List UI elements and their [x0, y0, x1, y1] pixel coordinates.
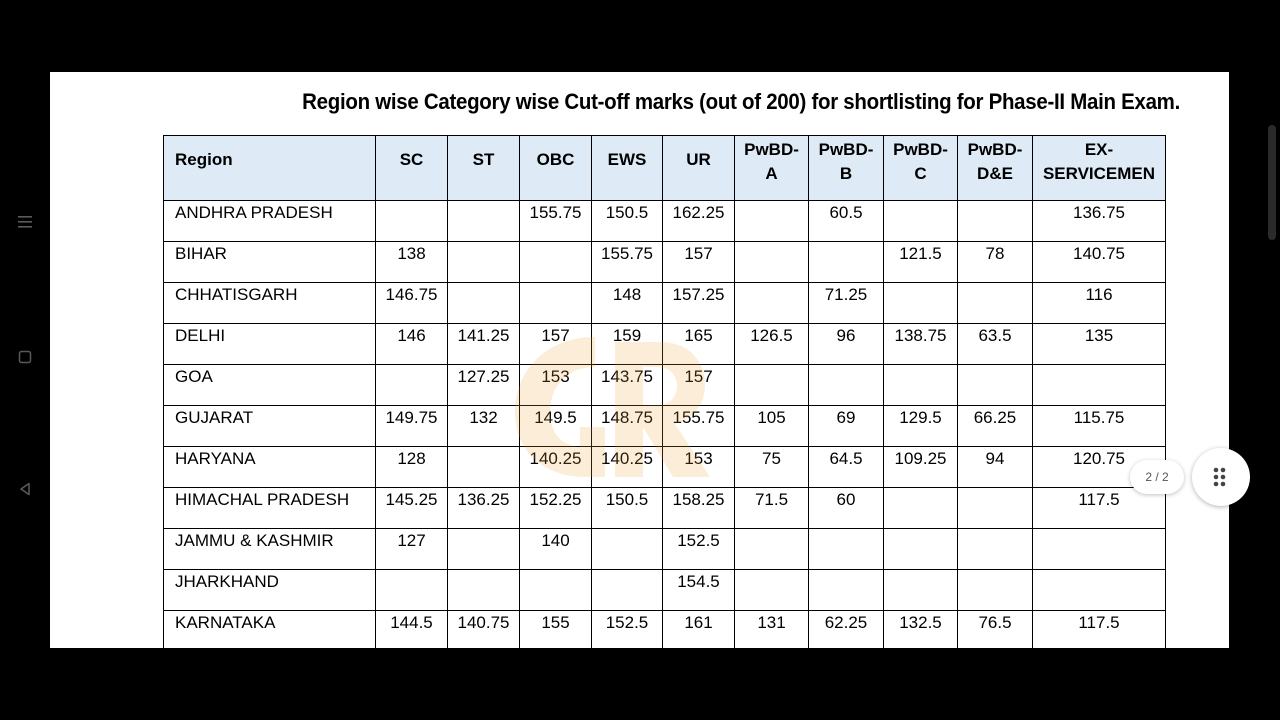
cutoff-cell: 76.5 — [958, 611, 1033, 649]
cutoff-table — [163, 135, 1166, 648]
cutoff-cell: 157 — [663, 242, 735, 283]
table-row — [164, 283, 1166, 324]
cutoff-cell: 127 — [376, 529, 448, 570]
back-triangle-icon[interactable] — [14, 481, 36, 503]
cutoff-cell: 64.5 — [809, 447, 884, 488]
cutoff-cell — [958, 488, 1033, 529]
menu-icon-glyph — [17, 215, 33, 229]
cutoff-cell: 140.25 — [520, 447, 592, 488]
cutoff-cell: 60.5 — [809, 201, 884, 242]
region-cell: BIHAR — [164, 242, 376, 283]
column-header-text: PwBD- — [967, 140, 1023, 159]
table-row — [164, 201, 1166, 242]
column-header-text: D&E — [977, 164, 1013, 183]
cutoff-cell — [884, 529, 958, 570]
column-header-text: SC — [399, 150, 424, 169]
cutoff-cell: 162.25 — [663, 201, 735, 242]
cutoff-cell — [448, 201, 520, 242]
cutoff-cell: 132 — [448, 406, 520, 447]
column-header-text: PwBD- — [744, 140, 799, 159]
column-header-text: A — [765, 164, 778, 183]
cutoff-cell: 116 — [1033, 283, 1166, 324]
cutoff-cell — [735, 283, 809, 324]
region-cell: JHARKHAND — [164, 570, 376, 611]
cutoff-cell: 115.75 — [1033, 406, 1166, 447]
grid-icon — [1192, 448, 1250, 506]
cutoff-cell: 128 — [376, 447, 448, 488]
table-row — [164, 242, 1166, 283]
cutoff-cell — [884, 201, 958, 242]
cutoff-cell: 148 — [592, 283, 663, 324]
cutoff-cell: 117.5 — [1033, 488, 1166, 529]
cutoff-cell — [884, 488, 958, 529]
cutoff-cell: 94 — [958, 447, 1033, 488]
table-row — [164, 406, 1166, 447]
table-row — [164, 488, 1166, 529]
cutoff-cell: 127.25 — [448, 365, 520, 406]
cutoff-cell: 152.5 — [592, 611, 663, 649]
cutoff-cell: 141.25 — [448, 324, 520, 365]
menu-icon[interactable] — [14, 214, 36, 236]
cutoff-cell: 155.75 — [520, 201, 592, 242]
cutoff-cell: 146.75 — [376, 283, 448, 324]
cutoff-cell — [735, 201, 809, 242]
column-header-st — [448, 136, 520, 201]
cutoff-cell — [520, 242, 592, 283]
cutoff-cell: 154.5 — [663, 570, 735, 611]
cutoff-cell: 117.5 — [1033, 611, 1166, 649]
table-row — [164, 447, 1166, 488]
cutoff-cell: 105 — [735, 406, 809, 447]
cutoff-cell: 140.75 — [1033, 242, 1166, 283]
cutoff-cell: 146 — [376, 324, 448, 365]
cutoff-cell: 155.75 — [592, 242, 663, 283]
cutoff-cell: 129.5 — [884, 406, 958, 447]
cutoff-cell: 150.5 — [592, 201, 663, 242]
grid-button[interactable] — [1192, 448, 1250, 506]
column-header-pwbd-de — [958, 136, 1033, 201]
cutoff-cell — [735, 242, 809, 283]
cutoff-cell: 149.5 — [520, 406, 592, 447]
cutoff-cell: 144.5 — [376, 611, 448, 649]
column-header-text: OBC — [536, 150, 575, 169]
cutoff-cell: 78 — [958, 242, 1033, 283]
column-header-text: EX- — [1084, 140, 1114, 159]
column-header-text: Region — [175, 150, 233, 169]
back-triangle-icon-glyph — [18, 482, 32, 496]
cutoff-cell: 152.25 — [520, 488, 592, 529]
cutoff-cell — [1033, 529, 1166, 570]
cutoff-cell: 157 — [663, 365, 735, 406]
column-header-region — [164, 136, 376, 201]
cutoff-cell: 136.75 — [1033, 201, 1166, 242]
cutoff-cell — [884, 365, 958, 406]
square-icon-glyph — [18, 350, 32, 364]
cutoff-cell — [735, 570, 809, 611]
cutoff-cell: 158.25 — [663, 488, 735, 529]
column-header-ex — [1033, 136, 1166, 201]
cutoff-cell: 143.75 — [592, 365, 663, 406]
column-header-ur — [663, 136, 735, 201]
cutoff-cell: 155.75 — [663, 406, 735, 447]
cutoff-cell: 132.5 — [884, 611, 958, 649]
cutoff-cell — [958, 283, 1033, 324]
region-cell: HIMACHAL PRADESH — [164, 488, 376, 529]
cutoff-cell: 145.25 — [376, 488, 448, 529]
cutoff-cell: 136.25 — [448, 488, 520, 529]
cutoff-cell — [376, 365, 448, 406]
region-cell: ANDHRA PRADESH — [164, 201, 376, 242]
region-cell: HARYANA — [164, 447, 376, 488]
cutoff-cell: 126.5 — [735, 324, 809, 365]
table-row — [164, 611, 1166, 649]
cutoff-cell: 109.25 — [884, 447, 958, 488]
cutoff-cell: 152.5 — [663, 529, 735, 570]
cutoff-cell — [958, 365, 1033, 406]
region-cell: JAMMU & KASHMIR — [164, 529, 376, 570]
cutoff-cell — [448, 529, 520, 570]
column-header-text: SERVICEMEN — [1042, 164, 1156, 183]
cutoff-cell: 157.25 — [663, 283, 735, 324]
cutoff-cell: 157 — [520, 324, 592, 365]
document-page — [50, 72, 1229, 648]
column-header-pwbd-b — [809, 136, 884, 201]
page-indicator: 2 / 2 — [1130, 460, 1184, 494]
region-cell: GUJARAT — [164, 406, 376, 447]
region-cell: DELHI — [164, 324, 376, 365]
cutoff-cell — [448, 242, 520, 283]
cutoff-cell — [448, 447, 520, 488]
column-header-text: PwBD- — [893, 140, 948, 159]
cutoff-cell: 131 — [735, 611, 809, 649]
cutoff-cell: 75 — [735, 447, 809, 488]
cutoff-cell: 161 — [663, 611, 735, 649]
cutoff-cell: 155 — [520, 611, 592, 649]
document-title: Region wise Category wise Cut-off marks (out of 200) for shortlisting for Phase-II Main Exam. — [302, 89, 1180, 114]
cutoff-cell: 153 — [663, 447, 735, 488]
scrollbar-thumb[interactable] — [1268, 125, 1276, 240]
cutoff-cell — [376, 570, 448, 611]
table-row — [164, 324, 1166, 365]
cutoff-cell — [958, 570, 1033, 611]
cutoff-cell — [448, 570, 520, 611]
cutoff-cell — [735, 529, 809, 570]
cutoff-cell: 148.75 — [592, 406, 663, 447]
cutoff-cell: 63.5 — [958, 324, 1033, 365]
cutoff-cell: 150.5 — [592, 488, 663, 529]
cutoff-cell — [884, 283, 958, 324]
square-icon[interactable] — [14, 349, 36, 371]
cutoff-cell: 71.25 — [809, 283, 884, 324]
cutoff-cell — [1033, 570, 1166, 611]
cutoff-cell: 149.75 — [376, 406, 448, 447]
cutoff-cell — [958, 201, 1033, 242]
cutoff-cell — [809, 529, 884, 570]
cutoff-cell — [520, 283, 592, 324]
column-header-text: ST — [472, 150, 495, 169]
cutoff-cell — [958, 529, 1033, 570]
column-header-sc — [376, 136, 448, 201]
cutoff-cell: 121.5 — [884, 242, 958, 283]
column-header-pwbd-a — [735, 136, 809, 201]
cutoff-cell — [809, 242, 884, 283]
cutoff-cell: 159 — [592, 324, 663, 365]
column-header-text: C — [914, 164, 927, 183]
column-header-obc — [520, 136, 592, 201]
column-header-text: PwBD- — [818, 140, 874, 159]
cutoff-cell: 96 — [809, 324, 884, 365]
cutoff-cell: 153 — [520, 365, 592, 406]
cutoff-cell — [376, 201, 448, 242]
cutoff-cell — [592, 529, 663, 570]
column-header-text: EWS — [607, 150, 647, 169]
cutoff-cell: 60 — [809, 488, 884, 529]
cutoff-cell: 140 — [520, 529, 592, 570]
cutoff-cell — [592, 570, 663, 611]
cutoff-cell — [735, 365, 809, 406]
table-row — [164, 570, 1166, 611]
cutoff-cell: 140.25 — [592, 447, 663, 488]
cutoff-cell — [809, 570, 884, 611]
column-header-text: UR — [686, 150, 711, 169]
cutoff-cell: 138.75 — [884, 324, 958, 365]
table-row — [164, 529, 1166, 570]
cutoff-cell: 66.25 — [958, 406, 1033, 447]
cutoff-cell — [809, 365, 884, 406]
cutoff-cell — [520, 570, 592, 611]
cutoff-cell — [1033, 365, 1166, 406]
column-header-text: B — [839, 164, 853, 183]
cutoff-cell — [884, 570, 958, 611]
cutoff-cell — [448, 283, 520, 324]
region-cell: KARNATAKA — [164, 611, 376, 649]
column-header-pwbd-c — [884, 136, 958, 201]
cutoff-cell: 140.75 — [448, 611, 520, 649]
column-header-ews — [592, 136, 663, 201]
table-row — [164, 365, 1166, 406]
cutoff-cell: 69 — [809, 406, 884, 447]
region-cell: GOA — [164, 365, 376, 406]
cutoff-cell: 138 — [376, 242, 448, 283]
table-body — [164, 201, 1166, 649]
region-cell: CHHATISGARH — [164, 283, 376, 324]
cutoff-cell: 135 — [1033, 324, 1166, 365]
cutoff-cell: 165 — [663, 324, 735, 365]
header-row — [164, 136, 1166, 201]
cutoff-cell: 62.25 — [809, 611, 884, 649]
cutoff-cell: 71.5 — [735, 488, 809, 529]
cutoff-cell: 120.75 — [1033, 447, 1166, 488]
